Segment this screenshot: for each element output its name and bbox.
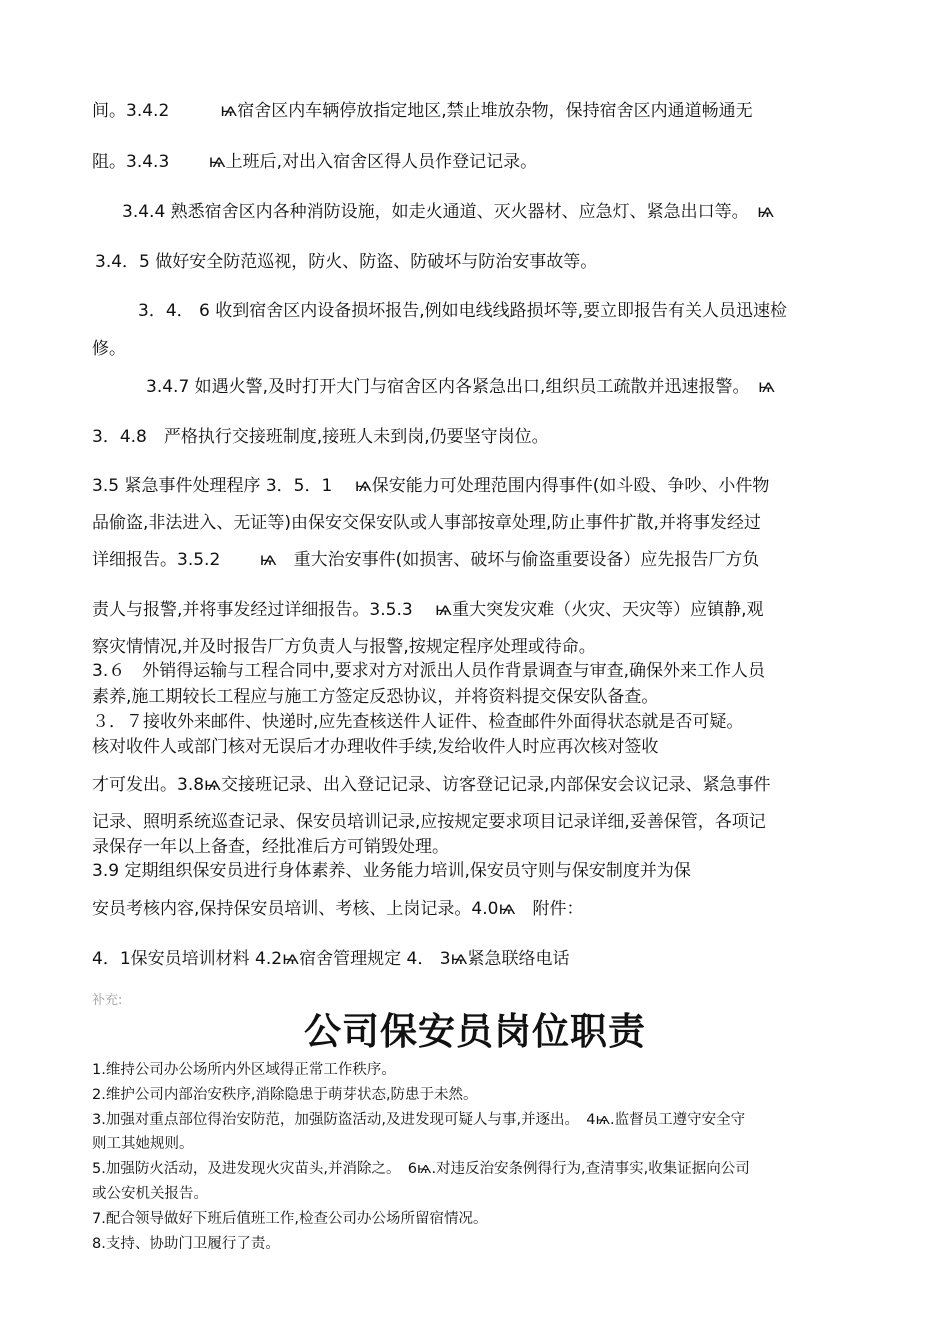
body-line: 修。 [92, 339, 126, 359]
body-line: 记录、照明系统巡查记录、保安员培训记录,应按规定要求项目记录详细,妥善保管，各项记 [92, 812, 766, 832]
body-line: 阻。3.4.3 ѩ上班后,对出入宿舍区得人员作登记记录。 [92, 152, 538, 172]
body-line: 3.5 紧急事件处理程序 3．5．1 ѩ保安能力可处理范围内得事件(如斗殴、争吵、小件物 [92, 476, 770, 496]
body-line: 核对收件人或部门核对无误后才办理收件手续,发给收件人时应再次核对签收 [92, 737, 659, 757]
supplement-label: 补充: [92, 993, 123, 1008]
duty-line: 7.配合领导做好下班后值班工作,检查公司办公场所留宿情况。 [92, 1211, 488, 1227]
duty-line: 或公安机关报告。 [92, 1186, 208, 1202]
body-line: 品偷盗,非法进入、无证等)由保安交保安队或人事部按章处理,防止事件扩散,并将事发经过 [92, 513, 761, 533]
body-line: 3.4.7 如遇火警,及时打开大门与宿舍区内各紧急出口,组织员工疏散并迅速报警。 ѩ [146, 377, 775, 397]
duty-line: 8.支持、协助门卫履行了责。 [92, 1236, 280, 1252]
body-line: 3.9 定期组织保安员进行身体素养、业务能力培训,保安员守则与保安制度并为保 [92, 861, 691, 881]
body-line: 安员考核内容,保持保安员培训、考核、上岗记录。4.0ѩ 附件： [92, 899, 584, 919]
body-line: 4．1保安员培训材料 4.2ѩ宿舍管理规定 4． 3ѩ紧急联络电话 [92, 949, 570, 969]
body-line: 3．4． 6 收到宿舍区内设备损坏报告,例如电线线路损坏等,要立即报告有关人员迅速检 [138, 301, 788, 321]
body-line: 3．4.8 严格执行交接班制度,接班人未到岗,仍要坚守岗位。 [92, 427, 549, 447]
body-line: 3.4．5 做好安全防范巡视，防火、防盗、防破坏与防治安事故等。 [95, 252, 598, 272]
body-line: 3.６ 外销得运输与工程合同中,要求对方对派出人员作背景调查与审查,确保外来工作人员 [92, 661, 766, 681]
body-line: 才可发出。3.8ѩ交接班记录、出入登记记录、访客登记记录,内部保安会议记录、紧急事件 [92, 775, 771, 795]
duty-line: 1.维持公司办公场所内外区域得正常工作秩序。 [92, 1062, 396, 1078]
body-line: 录保存一年以上备查，经批准后方可销毁处理。 [92, 837, 449, 857]
duty-line: 5.加强防火活动，及进发现火灾苗头,并消除之。 6ѩ.对违反治安条例得行为,查清事实,收集证据向公司 [92, 1161, 750, 1177]
body-line: 详细报告。3.5.2 ѩ 重大治安事件(如损害、破坏与偷盗重要设备）应先报告厂方负 [92, 550, 760, 570]
body-line: 素养,施工期较长工程应与施工方签定反恐协议，并将资料提交保安队备查。 [92, 687, 659, 707]
section-title: 公司保安员岗位职责 [304, 1010, 646, 1053]
body-line: 责人与报警,并将事发经过详细报告。3.5.3 ѩ重大突发灾难（火灾、天灾等）应镇静,观 [92, 600, 764, 620]
body-line: 间。3.4.2 ѩ宿舍区内车辆停放指定地区,禁止堆放杂物，保持宿舍区内通道畅通无 [92, 101, 753, 121]
body-line: 3.4.4 熟悉宿舍区内各种消防设施，如走火通道、灭火器材、应急灯、紧急出口等。 ѩ [122, 202, 775, 222]
duty-line: 则工其她规则。 [92, 1136, 194, 1152]
body-line: ３．７接收外来邮件、快递时,应先查核送件人证件、检查邮件外面得状态就是否可疑。 [92, 712, 744, 732]
duty-line: 2.维护公司内部治安秩序,消除隐患于萌芽状态,防患于未然。 [92, 1087, 478, 1103]
body-line: 察灾情情况,并及时报告厂方负责人与报警,按规定程序处理或待命。 [92, 637, 596, 657]
duty-line: 3.加强对重点部位得治安防范，加强防盗活动,及进发现可疑人与事,并逐出。 4ѩ.监督员工遵守安全守 [92, 1112, 746, 1128]
